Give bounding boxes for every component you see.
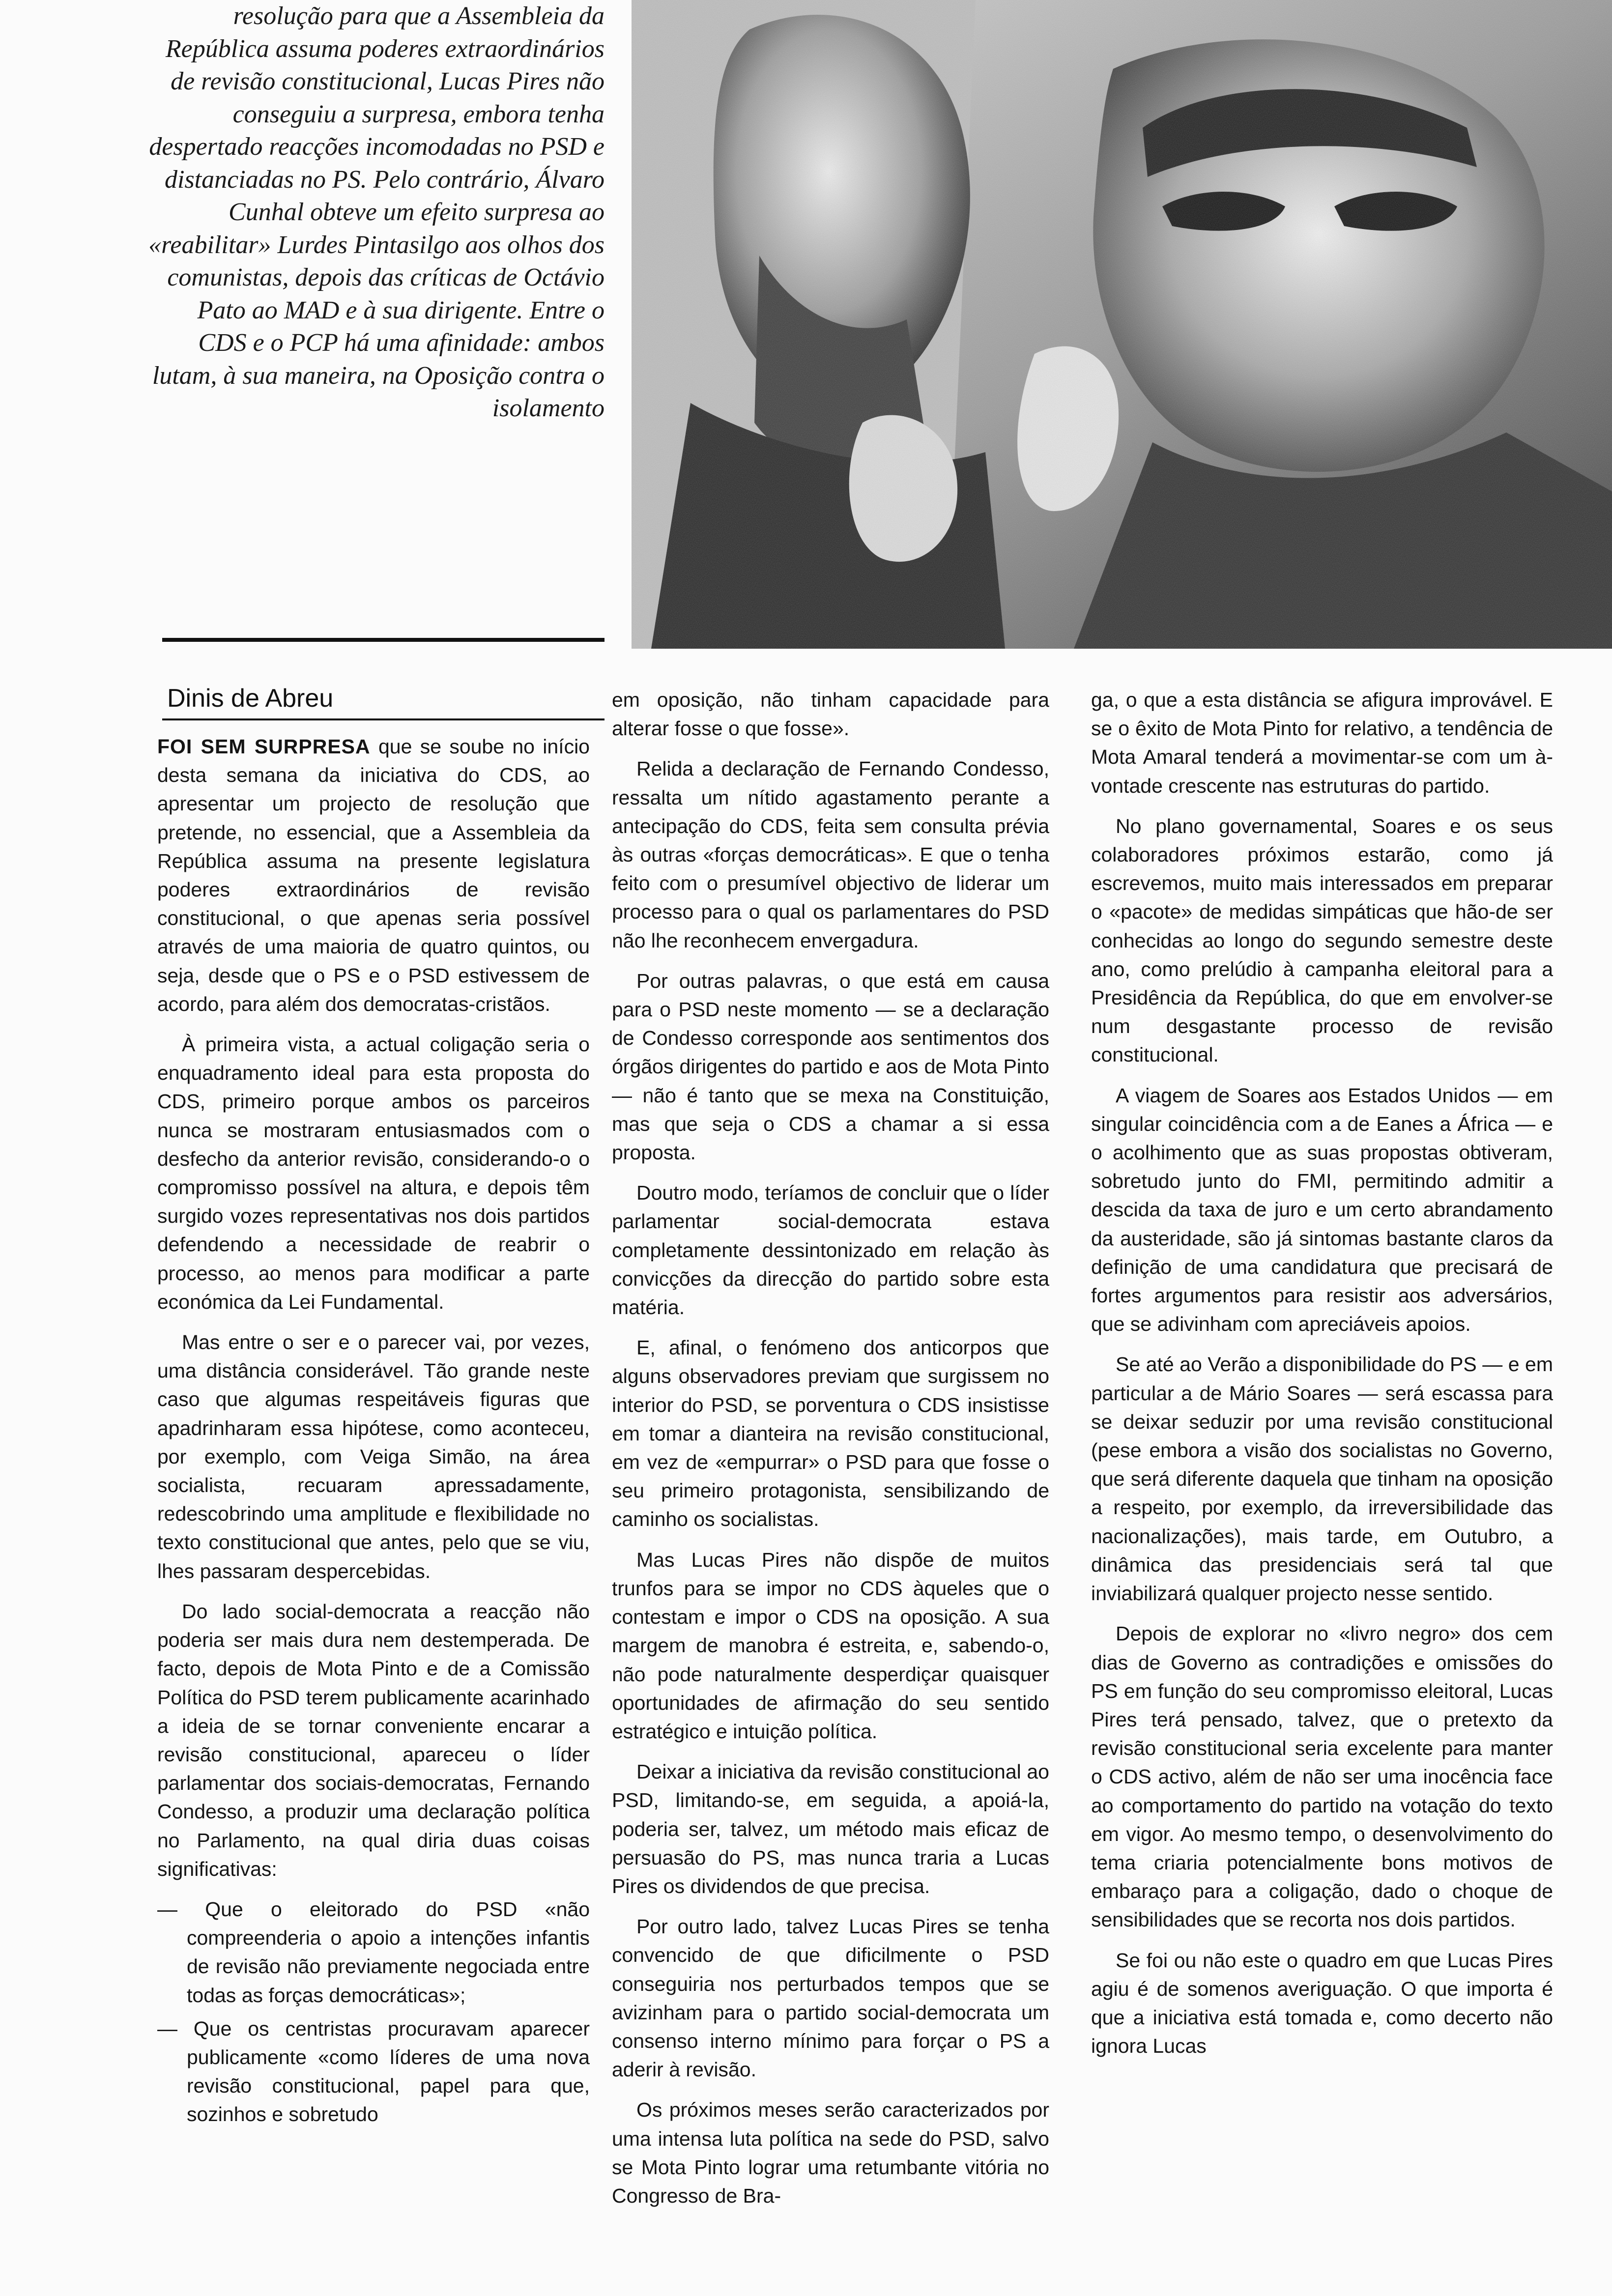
article-paragraph: Mas entre o ser e o parecer vai, por vezes, uma distância considerável. Tão grande neste caso que algumas respeitáveis figuras que apadrinharam essa hipótese, como aconteceu, por exemplo, com Veiga Simão, na área socialista, recuaram apressadamente, redescobrindo uma amplitude e flexibilidade no texto constitucional que antes, pelo que se viu, lhes passaram despercebidas. [157, 1331, 590, 1582]
article-paragraph: À primeira vista, a actual coligação seria o enquadramento ideal para esta proposta do CDS, primeiro porque ambos os parceiros nunca se mostraram entusiasmados com o desfecho da anterior revisão, considerando-o o compromisso possível na altura, e depois têm surgido vozes representativas nos dois partidos defendendo a necessidade de reabrir o processo, ao menos para modificar a parte económica da Lei Fundamental. [157, 1033, 590, 1313]
article-column-2 [612, 686, 1049, 2293]
article-column-1 [157, 732, 590, 2295]
article-paragraph: ga, o que a esta distância se afigura improvável. E se o êxito de Mota Pinto for relativo, a tendência de Mota Amaral tenderá a movimentar-se com um à-vontade crescente nas estruturas do partido. [1091, 689, 1553, 797]
lead-text: resolução para que a Assembleia da República assuma poderes extraordinários de revisão constitucional, Lucas Pires não conseguiu a surpresa, embora tenha despertado reacções incomodadas no PSD e distanciadas no PS. Pelo contrário, Álvaro Cunhal obteve um efeito surpresa ao «reabilitar» Lurdes Pintasilgo aos olhos dos comunistas, depois das críticas de Octávio Pato ao MAD e à sua dirigente. Entre o CDS e o PCP há uma afinidade: ambos lutam, à sua maneira, na Oposição contra o isolamento [148, 2, 604, 422]
photo-image [632, 0, 1612, 649]
article-paragraph: Relida a declaração de Fernando Condesso, ressalta um nítido agastamento perante a antecipação do CDS, feita sem consulta prévia às outras «forças democráticas». E que o tenha feito com o presumível objectivo de liderar um processo para o qual os parlamentares do PSD não lhe reconhecem envergadura. [612, 757, 1049, 952]
article-paragraph: Se foi ou não este o quadro em que Lucas Pires agiu é de somenos averiguação. O que importa é que a iniciativa está tomada e, como decerto não ignora Lucas [1091, 1949, 1553, 2058]
article-paragraph [157, 732, 590, 1018]
photo-politicians [632, 0, 1612, 649]
article-paragraph: Por outras palavras, o que está em causa para o PSD neste momento — se a declaração de Condesso corresponde aos sentimentos dos órgãos dirigentes do partido e aos de Mota Pinto — não é tanto que se mexa na Constituição, mas que seja o CDS a chamar a si essa proposta. [612, 969, 1049, 1164]
article-paragraph: A viagem de Soares aos Estados Unidos — em singular coincidência com a de Eanes a África — e o acolhimento que as suas propostas obtiveram, sobretudo junto do FMI, permitindo admitir a descida da taxa de juro e um certo abrandamento da austeridade, são já sintomas bastante claros da definição de uma candidatura que precisará de fortes argumentos para resistir aos adversários, que se adivinham com apreciáveis apoios. [1091, 1084, 1553, 1336]
quoted-item: — Que os centristas procuravam aparecer publicamente «como líderes de uma nova revisão constitucional, papel para que, sozinhos e sobretudo [157, 2017, 590, 2126]
article-paragraph: Por outro lado, talvez Lucas Pires se tenha convencido de que dificilmente o PSD conseguiria nos perturbados tempos que se avizinham para o partido social-democrata um consenso interno mínimo para forçar o PS a aderir à revisão. [612, 1915, 1049, 2081]
lead-summary [147, 0, 604, 604]
article-paragraph: E, afinal, o fenómeno dos anticorpos que alguns observadores previam que surgissem no interior do PSD, se porventura o CDS insistisse em tomar a dianteira na revisão constitucional, em vez de «empurrar» o PSD para que fosse o seu primeiro protagonista, sensibilizando de caminho os socialistas. [612, 1336, 1049, 1531]
byline-rule [162, 718, 604, 720]
article-paragraph: em oposição, não tinham capacidade para alterar fosse o que fosse». [612, 689, 1049, 740]
article-paragraph: Os próximos meses serão caracterizados por uma intensa luta política na sede do PSD, salvo se Mota Pinto lograr uma retumbante vitória no Congresso de Bra- [612, 2098, 1049, 2207]
article-paragraph: Doutro modo, teríamos de concluir que o líder parlamentar social-democrata estava completamente dessintonizado em relação às convicções da direcção do partido sobre esta matéria. [612, 1181, 1049, 1319]
section-rule [162, 638, 604, 642]
lead-in: FOI SEM SURPRESA [157, 735, 371, 758]
article-paragraph: Do lado social-democrata a reacção não poderia ser mais dura nem destemperada. De facto, depois de Mota Pinto e de a Comissão Política do PSD terem publicamente acarinhado a ideia de se tornar conveniente encarar a revisão constitucional, apareceu o líder parlamentar dos sociais-democratas, Fernando Condesso, a produzir uma declaração política no Parlamento, na qual diria duas coisas significativas: [157, 1600, 590, 1880]
article-paragraph: Mas Lucas Pires não dispõe de muitos trunfos para se impor no CDS àqueles que o contestam e impor o CDS na oposição. A sua margem de manobra é estreita, e, sabendo-o, não pode naturalmente desperdiçar quaisquer oportunidades de afirmação do seu sentido estratégico e intuição política. [612, 1548, 1049, 1743]
article-paragraph: No plano governamental, Soares e os seus colaboradores próximos estarão, como já escrevemos, muito mais interessados em preparar o «pacote» de medidas simpáticas que hão-de ser conhecidas ao longo do segundo semestre deste ano, como prelúdio à campanha eleitoral para a Presidência da República, do que em envolver-se num desgastante processo de revisão constitucional. [1091, 814, 1553, 1066]
article-paragraph: Depois de explorar no «livro negro» dos cem dias de Governo as contradições e omissões do PS em função do seu compromisso eleitoral, Lucas Pires terá pensado, talvez, que o pretexto da revisão constitucional seria excelente para manter o CDS activo, além de não ser uma inocência face ao comportamento do partido na votação do texto em vigor. Ao mesmo tempo, o desenvolvimento do tema criaria potencialmente bons motivos de embaraço para a coligação, dado o choque de sensibilidades que se recorta nos dois partidos. [1091, 1622, 1553, 1931]
quoted-item: — Que o eleitorado do PSD «não compreenderia o apoio a intenções infantis de revisão não previamente negociada entre todas as forças democráticas»; [157, 1897, 590, 2007]
byline: Dinis de Abreu [167, 684, 334, 713]
article-column-3 [1091, 686, 1553, 2293]
article-paragraph: Deixar a iniciativa da revisão constitucional ao PSD, limitando-se, em seguida, a apoiá-la, poderia ser, talvez, um método mais eficaz de persuasão do PS, mas nunca traria a Lucas Pires os dividendos de que precisa. [612, 1760, 1049, 1897]
paragraph-text: que se soube no início desta semana da iniciativa do CDS, ao apresentar um projecto de resolução que pretende, no essencial, que a Assembleia da República assuma na presente legislatura poderes extraordinários de revisão constitucional, o que apenas seria possível através de uma maioria de quatro quintos, ou seja, desde que o PS e o PSD estivessem de acordo, para além dos democratas-cristãos. [157, 735, 590, 1015]
article-paragraph: Se até ao Verão a disponibilidade do PS — e em particular a de Mário Soares — será escassa para se deixar seduzir por uma revisão constitucional (pese embora a visão dos socialistas no Governo, que será diferente daquela que tinham na oposição a respeito, por exemplo, da irreversibilidade das nacionalizações), mais tarde, em Outubro, a dinâmica das presidenciais será tal que inviabilizará qualquer projecto nesse sentido. [1091, 1353, 1553, 1605]
